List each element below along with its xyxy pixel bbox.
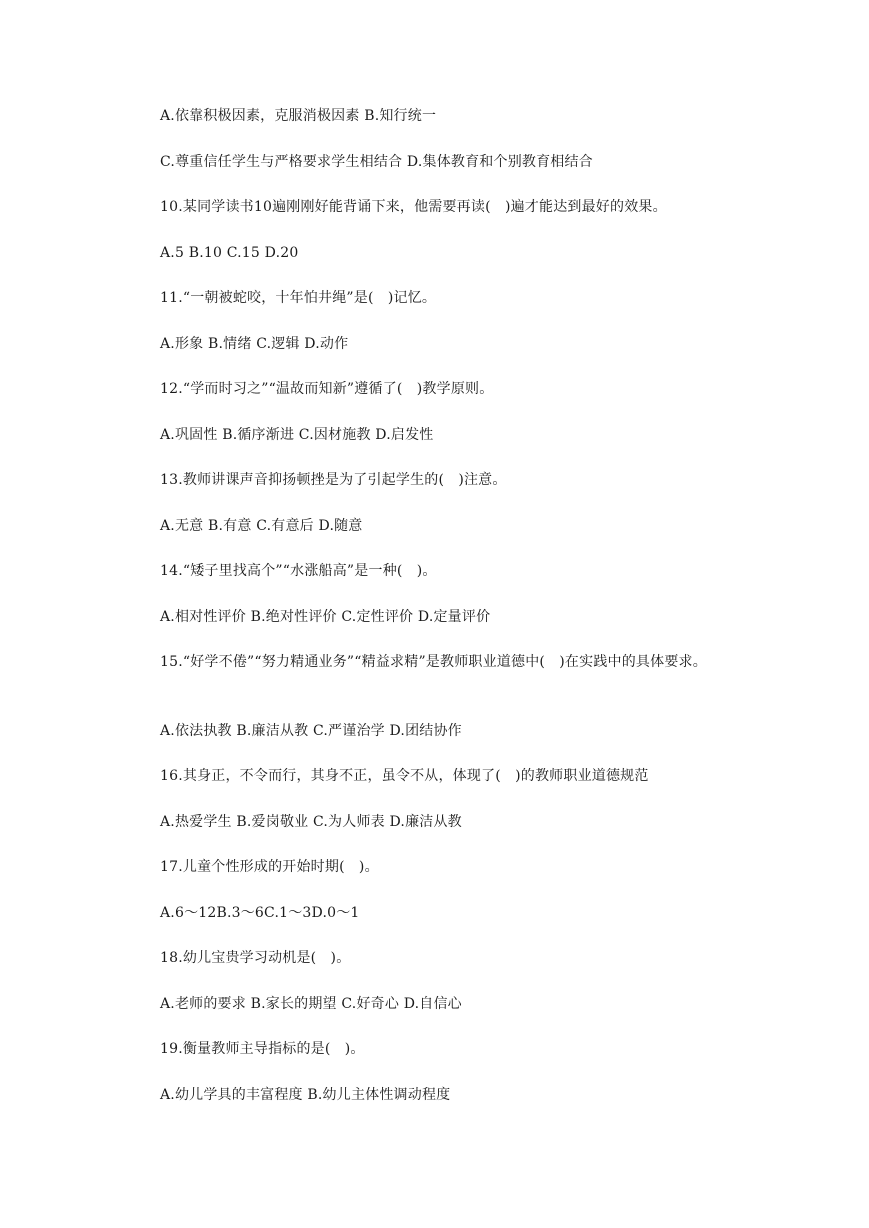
question-10: 10.某同学读书10遍刚刚好能背诵下来，他需要再读( )遍才能达到最好的效果。 [160,199,667,215]
option-line: A.形象 B.情绪 C.逻辑 D.动作 [160,336,349,352]
question-12: 12.“学而时习之”“温故而知新”遵循了( )教学原则。 [160,381,494,397]
question-17: 17.儿童个性形成的开始时期( )。 [160,859,379,875]
option-line: A.依法执教 B.廉洁从教 C.严谨治学 D.团结协作 [160,723,462,739]
option-line: A.相对性评价 B.绝对性评价 C.定性评价 D.定量评价 [160,609,491,625]
option-line: C.尊重信任学生与严格要求学生相结合 D.集体教育和个别教育相结合 [160,154,593,170]
option-line: A.5 B.10 C.15 D.20 [160,245,299,261]
question-18: 18.幼儿宝贵学习动机是( )。 [160,950,351,966]
option-line: A.巩固性 B.循序渐进 C.因材施教 D.启发性 [160,427,434,443]
question-19: 19.衡量教师主导指标的是( )。 [160,1041,365,1057]
question-14: 14.“矮子里找高个”“水涨船高”是一种( )。 [160,563,437,579]
option-line: A.老师的要求 B.家长的期望 C.好奇心 D.自信心 [160,996,462,1012]
question-15: 15.“好学不倦”“努力精通业务”“精益求精”是教师职业道德中( )在实践中的具体要求。 [160,654,707,670]
option-line: A.热爱学生 B.爱岗敬业 C.为人师表 D.廉洁从教 [160,814,462,830]
question-11: 11.“一朝被蛇咬，十年怕井绳”是( )记忆。 [160,290,437,306]
option-line: A.无意 B.有意 C.有意后 D.随意 [160,518,363,534]
question-13: 13.教师讲课声音抑扬顿挫是为了引起学生的( )注意。 [160,472,507,488]
option-line: A.6～12B.3～6C.1～3D.0～1 [160,905,360,921]
question-16: 16.其身正，不令而行，其身不正，虽令不从，体现了( )的教师职业道德规范 [160,768,649,784]
option-line: A.依靠积极因素，克服消极因素 B.知行统一 [160,108,437,124]
option-line: A.幼儿学具的丰富程度 B.幼儿主体性调动程度 [160,1087,451,1103]
